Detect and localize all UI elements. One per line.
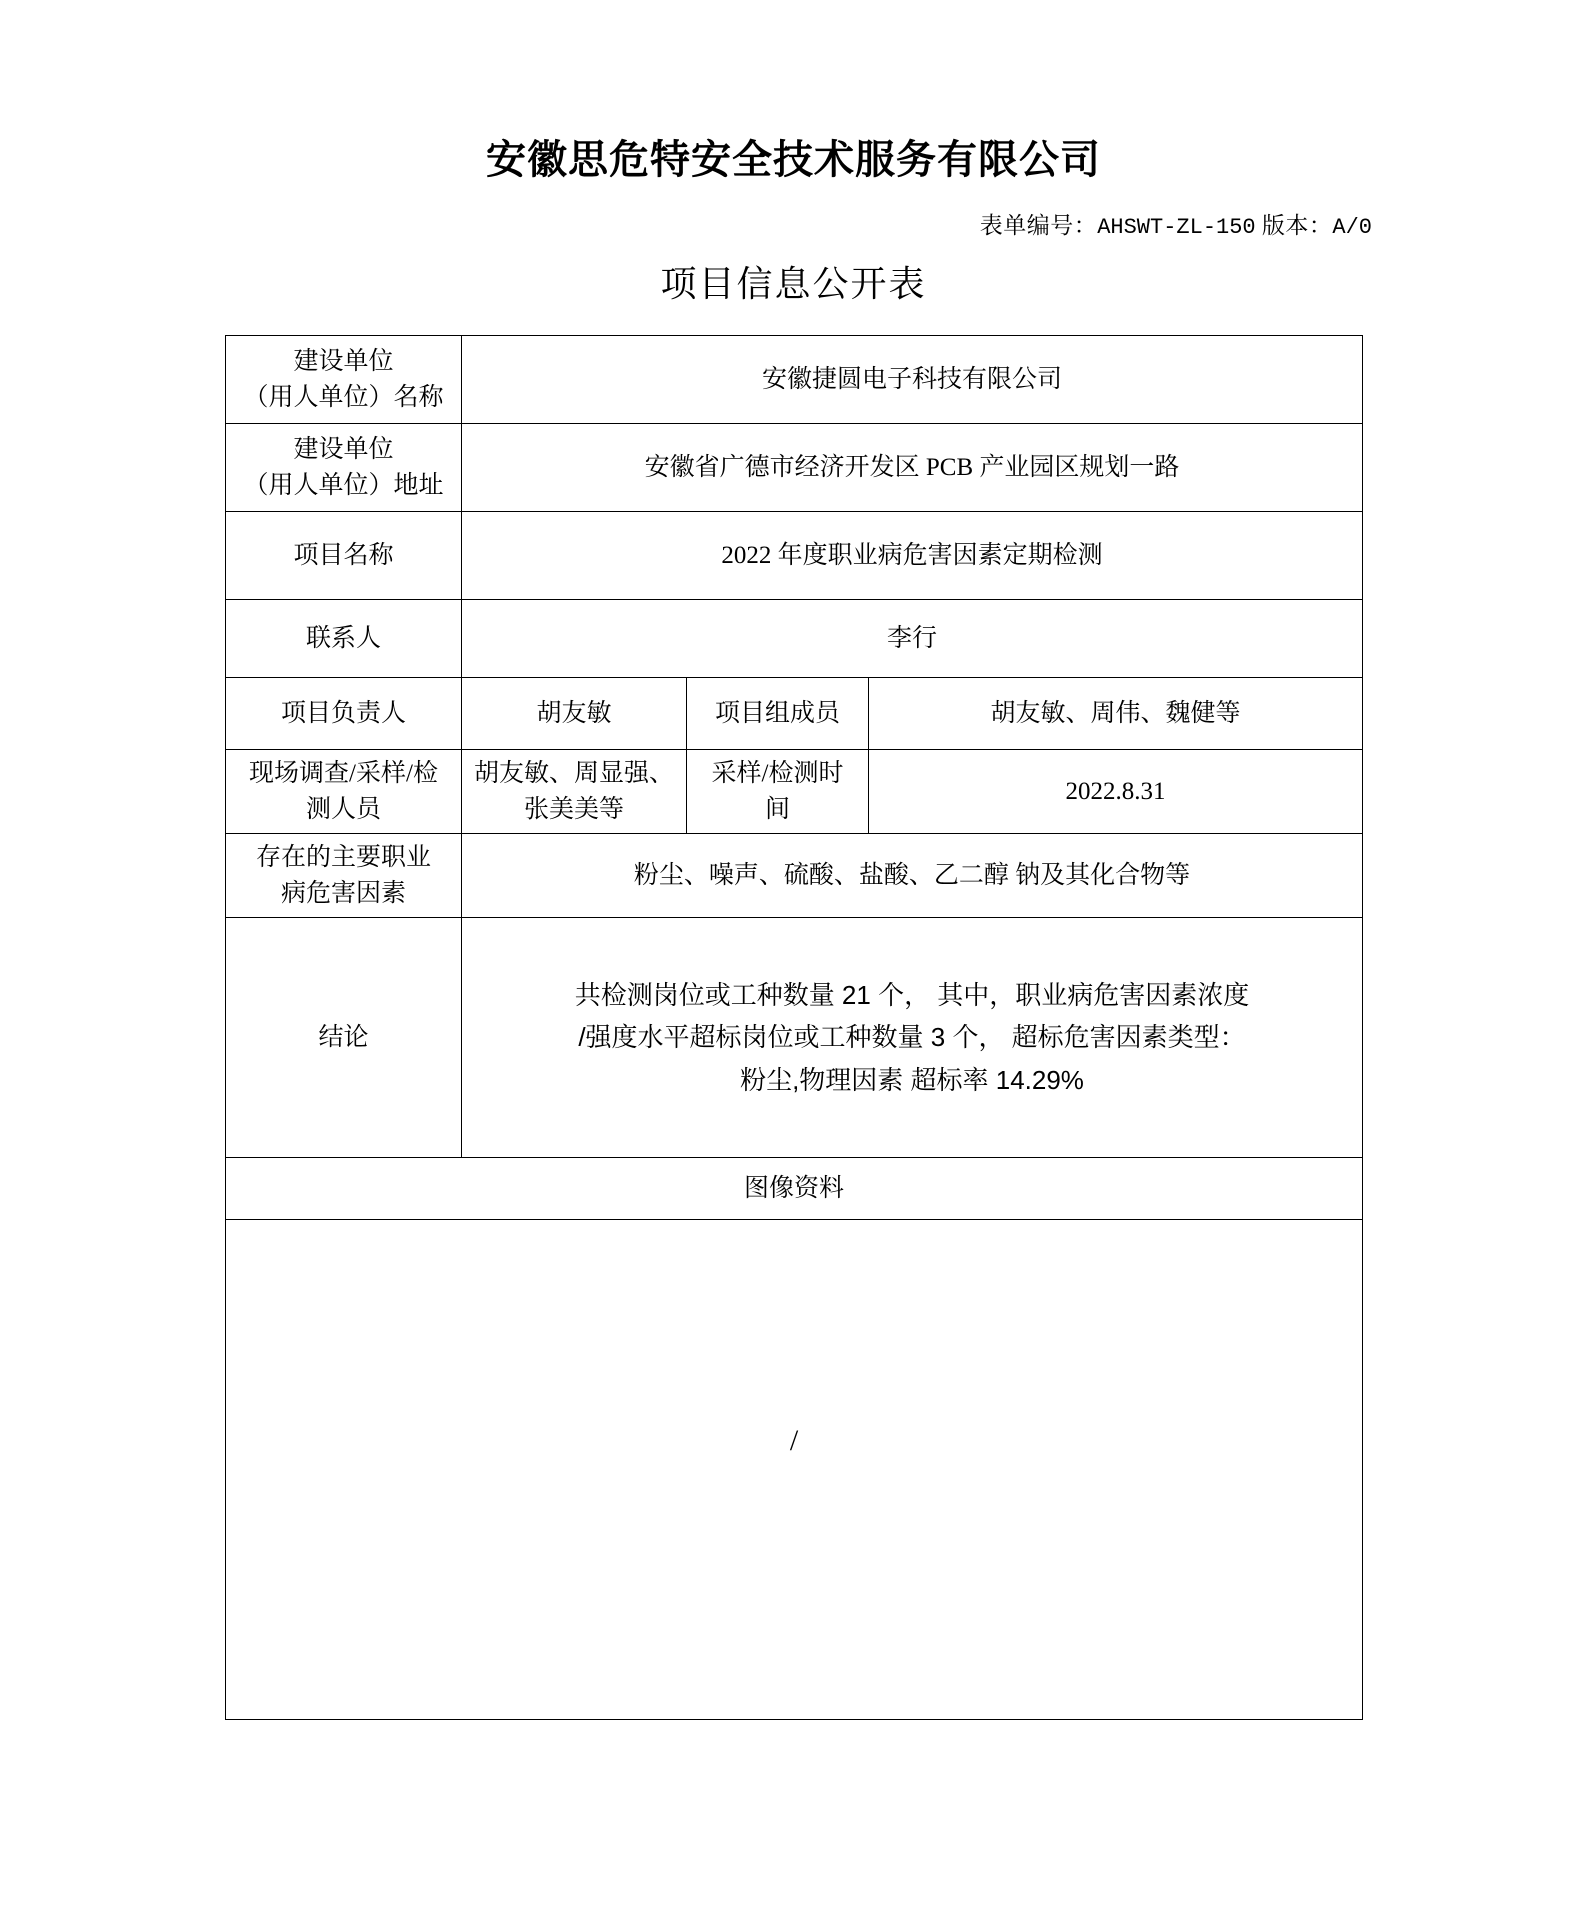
label-line-1: 建设单位 (293, 348, 394, 375)
row-label-conclusion: 结论 (226, 918, 462, 1158)
table-row (226, 424, 1363, 512)
table-row (226, 600, 1363, 678)
row-label-contact-person: 联系人 (226, 600, 462, 678)
row-label-hazard-factors (226, 834, 462, 918)
row-label-project-manager: 项目负责人 (226, 678, 462, 750)
label-line-1: 建设单位 (293, 436, 394, 463)
info-table-wrapper (0, 335, 1587, 1720)
conclusion-text (470, 974, 1354, 1100)
table-row (226, 750, 1363, 834)
page-title: 项目信息公开表 (660, 264, 927, 304)
row-value-survey-personnel (462, 750, 687, 834)
row-label-unit-name (226, 336, 462, 424)
table-row (226, 834, 1363, 918)
row-label-unit-address (226, 424, 462, 512)
project-info-table (225, 335, 1363, 1720)
row-label-survey-personnel (226, 750, 462, 834)
row-value-project-manager: 胡友敏 (462, 678, 687, 750)
table-row (226, 512, 1363, 600)
form-meta-row (0, 207, 1587, 240)
row-value-contact-person: 李行 (462, 600, 1363, 678)
table-row (226, 678, 1363, 750)
label-line-2: 测人员 (305, 795, 381, 823)
image-section-title: 图像资料 (226, 1158, 1363, 1220)
row-label-project-name: 项目名称 (226, 512, 462, 600)
row-value-unit-name: 安徽捷圆电子科技有限公司 (462, 336, 1363, 424)
form-number-value: AHSWT-ZL-150 (1097, 215, 1256, 240)
label-line-1: 现场调查/采样/检 (249, 760, 438, 787)
version-value: A/0 (1332, 215, 1372, 240)
row-label-sampling-time (687, 750, 869, 834)
image-placeholder-area (234, 1240, 1354, 1700)
form-number-label: 表单编号： (979, 213, 1098, 238)
row-value-conclusion (462, 918, 1363, 1158)
label-line-2: 间 (764, 795, 790, 823)
row-value-sampling-time: 2022.8.31 (869, 750, 1363, 834)
table-row-conclusion (226, 918, 1363, 1158)
conclusion-line-3: 粉尘,物理因素 超标率 14.29% (740, 1064, 1084, 1095)
label-line-2: 病危害因素 (280, 879, 406, 907)
table-row-image-body (226, 1220, 1363, 1720)
value-line-2: 张美美等 (523, 795, 624, 823)
row-value-project-name: 2022 年度职业病危害因素定期检测 (462, 512, 1363, 600)
company-title: 安徽思危特安全技术服务有限公司 (486, 137, 1101, 182)
label-line-2: （用人单位）地址 (243, 471, 444, 499)
conclusion-line-1: 共检测岗位或工种数量 21 个， 其中，职业病危害因素浓度 (574, 980, 1250, 1011)
row-value-unit-address: 安徽省广德市经济开发区 PCB 产业园区规划一路 (462, 424, 1363, 512)
label-line-1: 采样/检测时 (711, 760, 844, 787)
row-value-team-members: 胡友敏、周伟、魏健等 (869, 678, 1363, 750)
image-section-value: / (789, 1423, 799, 1457)
row-label-team-members: 项目组成员 (687, 678, 869, 750)
version-label: 版本： (1261, 213, 1333, 238)
label-line-1: 存在的主要职业 (255, 844, 431, 871)
table-row-image-title (226, 1158, 1363, 1220)
row-value-hazard-factors: 粉尘、噪声、硫酸、盐酸、乙二醇 钠及其化合物等 (462, 834, 1363, 918)
conclusion-line-2: /强度水平超标岗位或工种数量 3 个， 超标危害因素类型： (578, 1022, 1246, 1053)
label-line-2: （用人单位）名称 (243, 383, 444, 411)
table-row (226, 336, 1363, 424)
image-section-body (226, 1220, 1363, 1720)
value-line-1: 胡友敏、周显强、 (473, 760, 674, 787)
form-meta (980, 207, 1372, 240)
